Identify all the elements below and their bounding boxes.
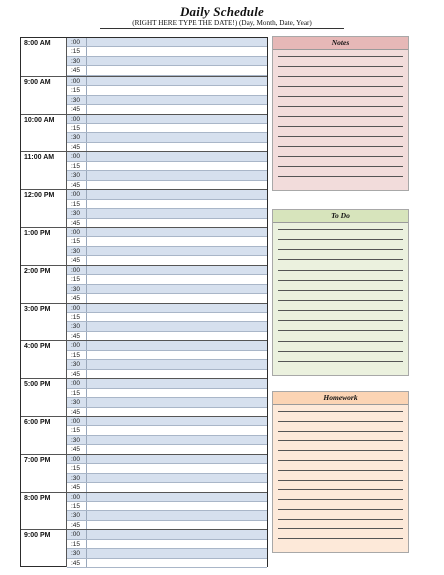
writing-line[interactable] [278, 499, 403, 500]
slot-entry-field[interactable] [87, 200, 267, 208]
slot-entry-field[interactable] [87, 483, 267, 491]
time-slot[interactable] [67, 417, 267, 426]
minute-label: :00 [67, 417, 87, 425]
writing-line[interactable] [278, 538, 403, 539]
writing-line[interactable] [278, 280, 403, 281]
slot-entry-field[interactable] [87, 96, 267, 104]
minute-label: :15 [67, 351, 87, 359]
slot-entry-field[interactable] [87, 511, 267, 519]
slot-entry-field[interactable] [87, 313, 267, 321]
slot-entry-field[interactable] [87, 417, 267, 425]
writing-line[interactable] [278, 519, 403, 520]
time-slot[interactable] [67, 426, 267, 435]
minute-label: :45 [67, 445, 87, 453]
minute-label: :30 [67, 436, 87, 444]
time-slot[interactable] [67, 38, 267, 47]
minute-label: :45 [67, 370, 87, 378]
minute-label: :30 [67, 474, 87, 482]
slot-entry-field[interactable] [87, 322, 267, 330]
writing-line[interactable] [278, 480, 403, 481]
homework-header: Homework [273, 392, 408, 405]
time-slot[interactable] [67, 559, 267, 568]
writing-line[interactable] [278, 56, 403, 57]
schedule-grid [20, 37, 268, 567]
slot-entry-field[interactable] [87, 152, 267, 160]
time-slot[interactable] [67, 152, 267, 161]
minute-label: :00 [67, 77, 87, 85]
writing-line[interactable] [278, 351, 403, 352]
writing-line[interactable] [278, 330, 403, 331]
slot-entry-field[interactable] [87, 294, 267, 302]
time-slot[interactable] [67, 530, 267, 539]
writing-line[interactable] [278, 136, 403, 137]
hour-label: 12:00 PM [21, 190, 67, 227]
time-slot[interactable] [67, 540, 267, 549]
time-slot[interactable] [67, 57, 267, 66]
slot-entry-field[interactable] [87, 455, 267, 463]
minute-label: :15 [67, 47, 87, 55]
time-slot[interactable] [67, 133, 267, 142]
slot-entry-field[interactable] [87, 549, 267, 557]
minute-label: :15 [67, 540, 87, 548]
writing-line[interactable] [278, 509, 403, 510]
slot-entry-field[interactable] [87, 247, 267, 255]
slot-entry-field[interactable] [87, 285, 267, 293]
time-slot[interactable] [67, 389, 267, 398]
minute-label: :45 [67, 294, 87, 302]
slot-entry-field[interactable] [87, 530, 267, 538]
writing-line[interactable] [278, 300, 403, 301]
minute-label: :30 [67, 322, 87, 330]
slot-entry-field[interactable] [87, 143, 267, 151]
hour-label: 9:00 AM [21, 77, 67, 114]
hour-label: 3:00 PM [21, 304, 67, 341]
notes-panel [272, 36, 409, 191]
hour-label: 6:00 PM [21, 417, 67, 454]
writing-line[interactable] [278, 440, 403, 441]
slot-entry-field[interactable] [87, 398, 267, 406]
hour-label: 4:00 PM [21, 341, 67, 378]
slot-entry-field[interactable] [87, 256, 267, 264]
writing-line[interactable] [278, 431, 403, 432]
time-slot[interactable] [67, 351, 267, 360]
slot-entry-field[interactable] [87, 133, 267, 141]
minute-label: :00 [67, 379, 87, 387]
writing-line[interactable] [278, 106, 403, 107]
minute-label: :15 [67, 464, 87, 472]
time-slot[interactable] [67, 247, 267, 256]
minute-label: :00 [67, 493, 87, 501]
slot-entry-field[interactable] [87, 445, 267, 453]
slot-entry-field[interactable] [87, 436, 267, 444]
hour-block [21, 227, 267, 265]
hour-label: 8:00 AM [21, 38, 67, 76]
minute-label: :45 [67, 408, 87, 416]
time-slot[interactable] [67, 200, 267, 209]
minute-label: :45 [67, 181, 87, 189]
slot-entry-field[interactable] [87, 190, 267, 198]
minute-label: :00 [67, 530, 87, 538]
writing-line[interactable] [278, 450, 403, 451]
slot-entry-field[interactable] [87, 209, 267, 217]
slot-entry-field[interactable] [87, 351, 267, 359]
hour-block [21, 454, 267, 492]
minute-label: :15 [67, 200, 87, 208]
page-title: Daily Schedule [179, 4, 265, 19]
minute-label: :00 [67, 115, 87, 123]
hour-block [21, 340, 267, 378]
hour-label: 10:00 AM [21, 115, 67, 152]
writing-line[interactable] [278, 528, 403, 529]
slot-entry-field[interactable] [87, 332, 267, 340]
notes-header: Notes [273, 37, 408, 50]
hour-block [21, 114, 267, 152]
minute-label: :30 [67, 171, 87, 179]
minute-label: :30 [67, 209, 87, 217]
minute-label: :30 [67, 511, 87, 519]
writing-line[interactable] [278, 310, 403, 311]
time-slot[interactable] [67, 322, 267, 331]
time-slot[interactable] [67, 313, 267, 322]
slot-entry-field[interactable] [87, 370, 267, 378]
hour-block [21, 151, 267, 189]
slot-entry-field[interactable] [87, 105, 267, 113]
writing-line[interactable] [278, 259, 403, 260]
hour-block [21, 38, 267, 76]
slot-entry-field[interactable] [87, 408, 267, 416]
hour-label: 1:00 PM [21, 228, 67, 265]
hour-block [21, 265, 267, 303]
minute-label: :45 [67, 219, 87, 227]
time-slot[interactable] [67, 436, 267, 445]
slot-entry-field[interactable] [87, 379, 267, 387]
slot-entry-field[interactable] [87, 464, 267, 472]
time-slot[interactable] [67, 124, 267, 133]
time-slot[interactable] [67, 86, 267, 95]
minute-label: :00 [67, 266, 87, 274]
writing-line[interactable] [278, 411, 403, 412]
writing-line[interactable] [278, 126, 403, 127]
hour-block [21, 416, 267, 454]
time-slot[interactable] [67, 275, 267, 284]
writing-line[interactable] [278, 146, 403, 147]
minute-label: :30 [67, 549, 87, 557]
time-slot[interactable] [67, 47, 267, 56]
slot-entry-field[interactable] [87, 115, 267, 123]
hour-label: 2:00 PM [21, 266, 67, 303]
slot-entry-field[interactable] [87, 86, 267, 94]
writing-line[interactable] [278, 489, 403, 490]
minute-label: :30 [67, 247, 87, 255]
slot-entry-field[interactable] [87, 266, 267, 274]
time-slot[interactable] [67, 341, 267, 350]
writing-line[interactable] [278, 421, 403, 422]
minute-label: :30 [67, 133, 87, 141]
hour-block [21, 378, 267, 416]
writing-line[interactable] [278, 229, 403, 230]
writing-line[interactable] [278, 320, 403, 321]
slot-entry-field[interactable] [87, 502, 267, 510]
minute-label: :45 [67, 256, 87, 264]
writing-line[interactable] [278, 76, 403, 77]
writing-line[interactable] [278, 166, 403, 167]
hour-block [21, 76, 267, 114]
minute-label: :45 [67, 105, 87, 113]
slot-entry-field[interactable] [87, 540, 267, 548]
date-placeholder[interactable]: (RIGHT HERE TYPE THE DATE!) (Day, Month, Date, Year) [100, 19, 344, 29]
time-slot[interactable] [67, 228, 267, 237]
hour-label: 5:00 PM [21, 379, 67, 416]
writing-line[interactable] [278, 341, 403, 342]
hour-label: 8:00 PM [21, 493, 67, 530]
time-slot[interactable] [67, 398, 267, 407]
slot-entry-field[interactable] [87, 426, 267, 434]
minute-label: :45 [67, 143, 87, 151]
time-slot[interactable] [67, 464, 267, 473]
time-slot[interactable] [67, 237, 267, 246]
time-slot[interactable] [67, 96, 267, 105]
hour-block [21, 492, 267, 530]
minute-label: :00 [67, 341, 87, 349]
slot-entry-field[interactable] [87, 493, 267, 501]
slot-entry-field[interactable] [87, 360, 267, 368]
minute-label: :30 [67, 96, 87, 104]
slot-entry-field[interactable] [87, 341, 267, 349]
slot-entry-field[interactable] [87, 559, 267, 567]
minute-label: :15 [67, 124, 87, 132]
minute-label: :45 [67, 332, 87, 340]
slot-entry-field[interactable] [87, 77, 267, 85]
minute-label: :30 [67, 398, 87, 406]
minute-label: :00 [67, 304, 87, 312]
minute-label: :45 [67, 66, 87, 74]
time-slot[interactable] [67, 502, 267, 511]
minute-label: :15 [67, 426, 87, 434]
todo-panel [272, 209, 409, 376]
slot-entry-field[interactable] [87, 162, 267, 170]
minute-label: :00 [67, 228, 87, 236]
slot-entry-field[interactable] [87, 57, 267, 65]
time-slot[interactable] [67, 360, 267, 369]
slot-entry-field[interactable] [87, 521, 267, 529]
writing-line[interactable] [278, 239, 403, 240]
time-slot[interactable] [67, 171, 267, 180]
minute-label: :15 [67, 313, 87, 321]
time-slot[interactable] [67, 115, 267, 124]
writing-line[interactable] [278, 96, 403, 97]
minute-label: :00 [67, 190, 87, 198]
time-slot[interactable] [67, 304, 267, 313]
minute-label: :15 [67, 275, 87, 283]
time-slot[interactable] [67, 66, 267, 75]
slot-entry-field[interactable] [87, 38, 267, 46]
writing-line[interactable] [278, 290, 403, 291]
time-slot[interactable] [67, 266, 267, 275]
minute-label: :00 [67, 38, 87, 46]
slot-entry-field[interactable] [87, 171, 267, 179]
time-slot[interactable] [67, 190, 267, 199]
slot-entry-field[interactable] [87, 181, 267, 189]
minute-label: :15 [67, 389, 87, 397]
writing-line[interactable] [278, 66, 403, 67]
slot-entry-field[interactable] [87, 228, 267, 236]
slot-entry-field[interactable] [87, 389, 267, 397]
writing-line[interactable] [278, 156, 403, 157]
minute-label: :15 [67, 86, 87, 94]
slot-entry-field[interactable] [87, 124, 267, 132]
time-slot[interactable] [67, 474, 267, 483]
hour-block [21, 189, 267, 227]
minute-label: :00 [67, 455, 87, 463]
slot-entry-field[interactable] [87, 66, 267, 74]
minute-label: :00 [67, 152, 87, 160]
minute-label: :30 [67, 57, 87, 65]
time-slot[interactable] [67, 379, 267, 388]
writing-line[interactable] [278, 249, 403, 250]
minute-label: :30 [67, 360, 87, 368]
writing-line[interactable] [278, 270, 403, 271]
time-slot[interactable] [67, 511, 267, 520]
time-slot[interactable] [67, 209, 267, 218]
minute-label: :15 [67, 502, 87, 510]
hour-label: 11:00 AM [21, 152, 67, 189]
minute-label: :45 [67, 521, 87, 529]
time-slot[interactable] [67, 455, 267, 464]
slot-entry-field[interactable] [87, 474, 267, 482]
homework-panel [272, 391, 409, 553]
hour-label: 7:00 PM [21, 455, 67, 492]
slot-entry-field[interactable] [87, 275, 267, 283]
hour-block [21, 303, 267, 341]
minute-label: :45 [67, 559, 87, 567]
minute-label: :15 [67, 162, 87, 170]
writing-line[interactable] [278, 86, 403, 87]
time-slot[interactable] [67, 493, 267, 502]
minute-label: :15 [67, 237, 87, 245]
time-slot[interactable] [67, 549, 267, 558]
slot-entry-field[interactable] [87, 304, 267, 312]
time-slot[interactable] [67, 285, 267, 294]
time-slot[interactable] [67, 162, 267, 171]
writing-line[interactable] [278, 116, 403, 117]
writing-line[interactable] [278, 176, 403, 177]
time-slot[interactable] [67, 77, 267, 86]
slot-entry-field[interactable] [87, 237, 267, 245]
slot-entry-field[interactable] [87, 219, 267, 227]
todo-header: To Do [273, 210, 408, 223]
minute-label: :30 [67, 285, 87, 293]
hour-label: 9:00 PM [21, 530, 67, 567]
slot-entry-field[interactable] [87, 47, 267, 55]
writing-line[interactable] [278, 470, 403, 471]
minute-label: :45 [67, 483, 87, 491]
writing-line[interactable] [278, 361, 403, 362]
hour-block [21, 529, 267, 567]
writing-line[interactable] [278, 460, 403, 461]
